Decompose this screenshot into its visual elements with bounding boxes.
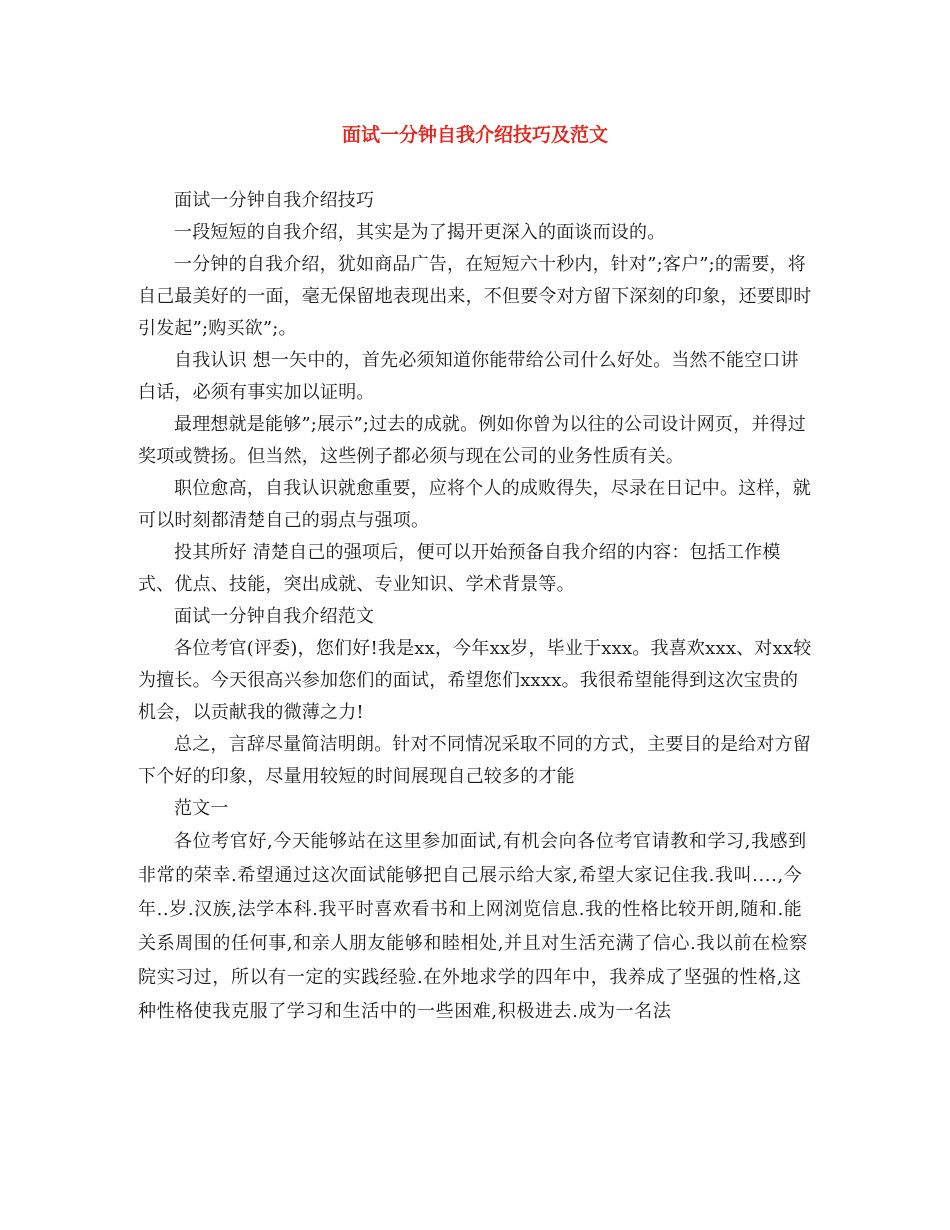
section-heading: 面试一分钟自我介绍范文 (174, 606, 375, 627)
paragraph: 各位考官(评委)，您们好!我是xx，今年xx岁，毕业于xxx。我喜欢xxx、对xx较为擅长。今天很高兴参加您们的面试，希望您们xxxx。我很希望能得到这次宝贵的机会，以贡献我的微薄之力! (138, 638, 812, 723)
paragraph: 总之，言辞尽量简洁明朗。针对不同情况采取不同的方式，主要目的是给对方留下个好的印象，尽量用较短的时间展现自己较多的才能 (138, 734, 811, 787)
paragraph: 各位考官好,今天能够站在这里参加面试,有机会向各位考官请教和学习,我感到非常的荣幸.希望通过这次面试能够把自己展示给大家,希望大家记住我.我叫....,今年..岁.汉族,法学本科.我平时喜欢看书和上网浏览信息.我的性格比较开朗,随和.能关系周围的任何事,和亲人朋友能够和睦相处,并且对生活充满了信心.我以前在检察院实习过，所以有一定的实践经验.在外地求学的四年中，我养成了坚强的性格,这种性格使我克服了学习和生活中的一些困难,积极进去.成为一名法 (138, 831, 808, 1022)
document-title: 面试一分钟自我介绍技巧及范文 (341, 124, 608, 146)
paragraph: 投其所好 清楚自己的强项后，便可以开始预备自我介绍的内容：包括工作模式、优点、技能，突出成就、专业知识、学术背景等。 (138, 542, 781, 595)
paragraph: 职位愈高，自我认识就愈重要，应将个人的成败得失，尽录在日记中。这样，就可以时刻都清楚自己的弱点与强项。 (138, 478, 811, 531)
paragraph: 一分钟的自我介绍，犹如商品广告，在短短六十秒内，针对”;客户”;的需要，将自己最美好的一面，毫无保留地表现出来，不但要令对方留下深刻的印象，还要即时引发起”;购买欲”;。 (138, 254, 812, 339)
paragraph: 最理想就是能够”;展示”;过去的成就。例如你曾为以往的公司设计网页，并得过奖项或赞扬。但当然，这些例子都必须与现在公司的业务性质有关。 (138, 414, 806, 467)
section-heading: 面试一分钟自我介绍技巧 (174, 190, 375, 211)
section-heading: 范文一 (174, 798, 229, 819)
paragraph: 一段短短的自我介绍，其实是为了揭开更深入的面谈而设的。 (174, 222, 666, 243)
paragraph: 自我认识 想一矢中的，首先必须知道你能带给公司什么好处。当然不能空口讲白话，必须有事实加以证明。 (138, 350, 799, 403)
document-body (138, 185, 814, 1029)
